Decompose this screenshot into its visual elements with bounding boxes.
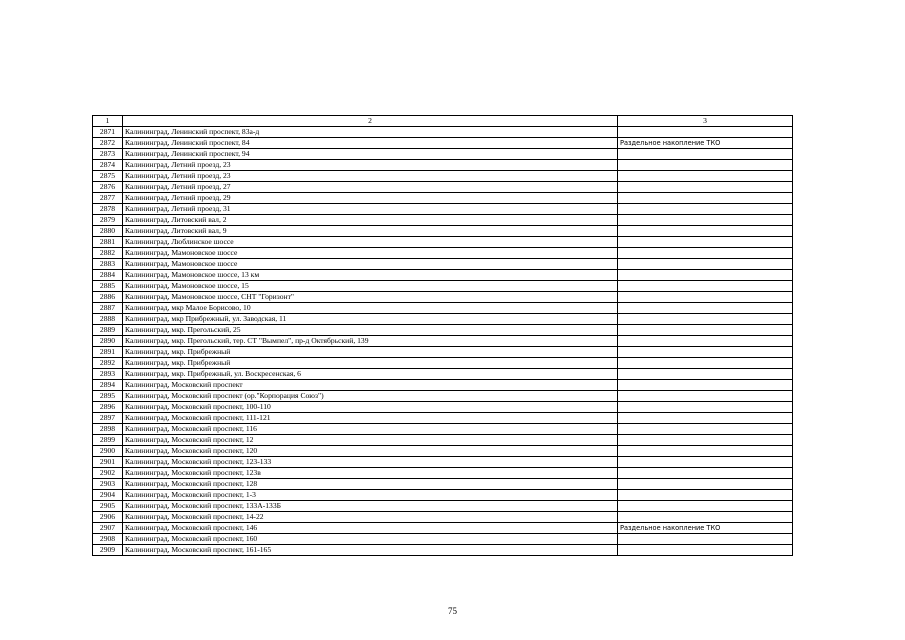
table-row: [93, 545, 793, 556]
row-number-cell: 2896: [93, 402, 123, 413]
row-number-cell: 2882: [93, 248, 123, 259]
table-row: [93, 523, 793, 534]
note-cell: [618, 182, 793, 193]
note-cell: [618, 270, 793, 281]
header-col-2: 2: [123, 116, 618, 127]
row-number-cell: 2900: [93, 446, 123, 457]
note-cell: [618, 215, 793, 226]
row-number-cell: 2893: [93, 369, 123, 380]
address-cell: Калининград, Московский проспект, 1-3: [123, 490, 618, 501]
row-number-cell: 2880: [93, 226, 123, 237]
row-number-cell: 2897: [93, 413, 123, 424]
table-row: [93, 138, 793, 149]
address-cell: Калининград, мкр. Прибрежный, ул. Воскресенская, 6: [123, 369, 618, 380]
note-cell: [618, 534, 793, 545]
row-number-cell: 2889: [93, 325, 123, 336]
address-cell: Калининград, Литовский вал, 2: [123, 215, 618, 226]
row-number-cell: 2906: [93, 512, 123, 523]
address-cell: Калининград, Ленинский проспект, 83а-д: [123, 127, 618, 138]
note-cell: [618, 171, 793, 182]
note-cell: [618, 127, 793, 138]
row-number-cell: 2876: [93, 182, 123, 193]
note-cell: [618, 358, 793, 369]
table-row: [93, 468, 793, 479]
row-number-cell: 2888: [93, 314, 123, 325]
table-row: [93, 435, 793, 446]
table-row: [93, 369, 793, 380]
row-number-cell: 2885: [93, 281, 123, 292]
note-cell: [618, 303, 793, 314]
note-cell: [618, 413, 793, 424]
row-number-cell: 2894: [93, 380, 123, 391]
note-cell: [618, 545, 793, 556]
table-row: [93, 413, 793, 424]
note-cell: [618, 424, 793, 435]
address-cell: Калининград, Московский проспект, 128: [123, 479, 618, 490]
row-number-cell: 2877: [93, 193, 123, 204]
row-number-cell: 2902: [93, 468, 123, 479]
note-cell: [618, 336, 793, 347]
table-row: [93, 314, 793, 325]
row-number-cell: 2873: [93, 149, 123, 160]
address-cell: Калининград, Московский проспект, 123-133: [123, 457, 618, 468]
address-cell: Калининград, мкр. Прибрежный: [123, 358, 618, 369]
table-row: [93, 182, 793, 193]
table-body: [93, 127, 793, 556]
note-cell: [618, 369, 793, 380]
address-cell: Калининград, мкр Малое Борисово, 10: [123, 303, 618, 314]
address-cell: Калининград, Московский проспект, 161-165: [123, 545, 618, 556]
row-number-cell: 2886: [93, 292, 123, 303]
table-row: [93, 127, 793, 138]
header-col-1: 1: [93, 116, 123, 127]
table-row: [93, 226, 793, 237]
table-row: [93, 215, 793, 226]
table-row: [93, 325, 793, 336]
address-cell: Калининград, Мамоновское шоссе, 13 км: [123, 270, 618, 281]
row-number-cell: 2895: [93, 391, 123, 402]
address-cell: Калининград, Ленинский проспект, 84: [123, 138, 618, 149]
note-cell: [618, 380, 793, 391]
header-col-3: 3: [618, 116, 793, 127]
table-row: [93, 501, 793, 512]
address-cell: Калининград, Летний проезд, 23: [123, 160, 618, 171]
page-number: 75: [448, 606, 457, 616]
table-header-row: [93, 116, 793, 127]
address-cell: Калининград, Московский проспект, 123в: [123, 468, 618, 479]
row-number-cell: 2891: [93, 347, 123, 358]
note-cell: Раздельное накопление ТКО: [618, 138, 793, 149]
table-row: [93, 380, 793, 391]
address-cell: Калининград, Московский проспект, 14-22: [123, 512, 618, 523]
note-cell: [618, 281, 793, 292]
row-number-cell: 2904: [93, 490, 123, 501]
address-cell: Калининград, Люблинское шоссе: [123, 237, 618, 248]
row-number-cell: 2890: [93, 336, 123, 347]
address-cell: Калининград, Московский проспект, 160: [123, 534, 618, 545]
table-row: [93, 479, 793, 490]
note-cell: [618, 149, 793, 160]
address-cell: Калининград, Московский проспект, 100-110: [123, 402, 618, 413]
table-row: [93, 490, 793, 501]
address-cell: Калининград, Летний проезд, 27: [123, 182, 618, 193]
note-cell: [618, 248, 793, 259]
row-number-cell: 2879: [93, 215, 123, 226]
row-number-cell: 2874: [93, 160, 123, 171]
note-cell: Раздельное накопление ТКО: [618, 523, 793, 534]
address-cell: Калининград, Московский проспект, 111-121: [123, 413, 618, 424]
table-row: [93, 259, 793, 270]
address-cell: Калининград, Московский проспект, 12: [123, 435, 618, 446]
row-number-cell: 2871: [93, 127, 123, 138]
address-cell: Калининград, Мамоновское шоссе: [123, 248, 618, 259]
table-row: [93, 171, 793, 182]
row-number-cell: 2907: [93, 523, 123, 534]
note-cell: [618, 314, 793, 325]
table-row: [93, 358, 793, 369]
table-row: [93, 270, 793, 281]
note-cell: [618, 160, 793, 171]
table-row: [93, 149, 793, 160]
note-cell: [618, 512, 793, 523]
table-row: [93, 446, 793, 457]
note-cell: [618, 457, 793, 468]
note-cell: [618, 501, 793, 512]
row-number-cell: 2899: [93, 435, 123, 446]
note-cell: [618, 237, 793, 248]
address-cell: Калининград, Мамоновское шоссе: [123, 259, 618, 270]
address-cell: Калининград, Московский проспект: [123, 380, 618, 391]
note-cell: [618, 226, 793, 237]
address-cell: Калининград, Летний проезд, 23: [123, 171, 618, 182]
address-cell: Калининград, Литовский вал, 9: [123, 226, 618, 237]
row-number-cell: 2901: [93, 457, 123, 468]
address-cell: Калининград, мкр Прибрежный, ул. Заводская, 11: [123, 314, 618, 325]
address-cell: Калининград, Московский проспект, 133А-133Б: [123, 501, 618, 512]
row-number-cell: 2898: [93, 424, 123, 435]
table-row: [93, 347, 793, 358]
row-number-cell: 2878: [93, 204, 123, 215]
row-number-cell: 2872: [93, 138, 123, 149]
table-row: [93, 457, 793, 468]
row-number-cell: 2884: [93, 270, 123, 281]
note-cell: [618, 490, 793, 501]
note-cell: [618, 468, 793, 479]
table-row: [93, 292, 793, 303]
table-row: [93, 237, 793, 248]
address-cell: Калининград, Московский проспект, 116: [123, 424, 618, 435]
address-cell: Калининград, мкр. Прибрежный: [123, 347, 618, 358]
row-number-cell: 2875: [93, 171, 123, 182]
address-cell: Калининград, Мамоновское шоссе, СНТ "Горизонт": [123, 292, 618, 303]
row-number-cell: 2908: [93, 534, 123, 545]
table-row: [93, 281, 793, 292]
note-cell: [618, 325, 793, 336]
address-cell: Калининград, Мамоновское шоссе, 15: [123, 281, 618, 292]
table-row: [93, 160, 793, 171]
row-number-cell: 2903: [93, 479, 123, 490]
note-cell: [618, 402, 793, 413]
note-cell: [618, 193, 793, 204]
row-number-cell: 2883: [93, 259, 123, 270]
table-row: [93, 336, 793, 347]
note-cell: [618, 259, 793, 270]
note-cell: [618, 292, 793, 303]
row-number-cell: 2905: [93, 501, 123, 512]
note-cell: [618, 446, 793, 457]
address-cell: Калининград, мкр. Прегольский, тер. СТ "Вымпел", пр-д Октябрьский, 139: [123, 336, 618, 347]
row-number-cell: 2892: [93, 358, 123, 369]
address-cell: Калининград, Летний проезд, 31: [123, 204, 618, 215]
row-number-cell: 2881: [93, 237, 123, 248]
table-row: [93, 204, 793, 215]
table-row: [93, 402, 793, 413]
address-table: [92, 115, 793, 556]
table-row: [93, 248, 793, 259]
table-row: [93, 534, 793, 545]
note-cell: [618, 479, 793, 490]
row-number-cell: 2887: [93, 303, 123, 314]
table-row: [93, 391, 793, 402]
note-cell: [618, 204, 793, 215]
table-row: [93, 193, 793, 204]
table-row: [93, 303, 793, 314]
address-cell: Калининград, Московский проспект, 146: [123, 523, 618, 534]
address-cell: Калининград, Московский проспект, 120: [123, 446, 618, 457]
table-row: [93, 424, 793, 435]
note-cell: [618, 435, 793, 446]
row-number-cell: 2909: [93, 545, 123, 556]
note-cell: [618, 347, 793, 358]
address-cell: Калининград, Московский проспект (ор."Корпорация Союз"): [123, 391, 618, 402]
note-cell: [618, 391, 793, 402]
table-row: [93, 512, 793, 523]
address-cell: Калининград, мкр. Прегольский, 25: [123, 325, 618, 336]
address-cell: Калининград, Летний проезд, 29: [123, 193, 618, 204]
address-cell: Калининград, Ленинский проспект, 94: [123, 149, 618, 160]
